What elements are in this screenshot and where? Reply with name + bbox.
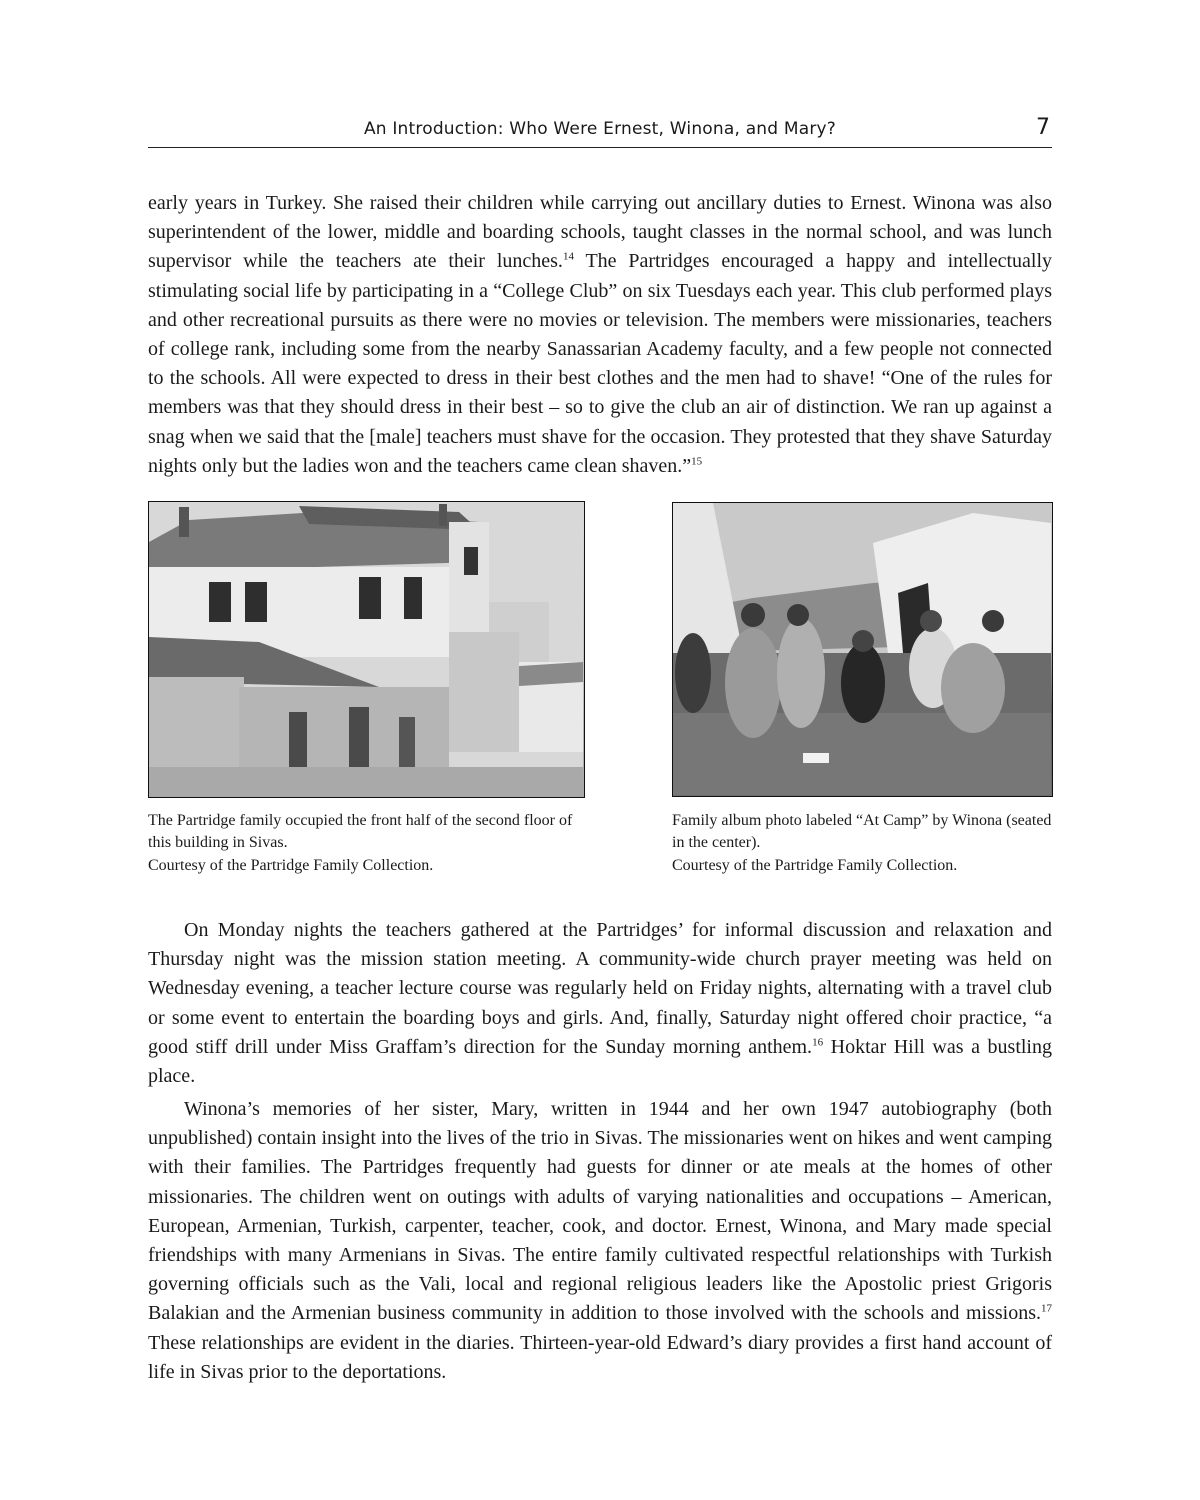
caption-text: The Partridge family occupied the front half of the second floor of this building in Sivas. bbox=[148, 812, 573, 852]
running-header bbox=[148, 113, 1052, 148]
paragraph-text: Winona’s memories of her sister, Mary, written in 1944 and her own 1947 autobiography (both unpublished) contain insight into the lives of the trio in Sivas. The missionaries went on hikes and went camping with their families. The Partridges frequently had guests for dinner or ate meals at the homes of other missionaries. The children went on outings with adults of varying nationalities and occupations – American, European, Armenian, Turkish, carpenter, teacher, cook, and doctor. Ernest, Winona, and Mary made special friendships with many Armenians in Sivas. The entire family cultivated respectful relationships with Turkish governing officials such as the Vali, local and regional religious leaders like the Apostolic priest Grigoris Balakian and the Armenian business community in addition to those involved with the schools and missions. bbox=[148, 1098, 1052, 1325]
paragraph-text: early years in Turkey. She raised their children while carrying out ancillary duties to Ernest. Winona was also superintendent of the lower, middle and boarding schools, taught classes in the normal school, and was lunch supervisor while the teachers ate their lunches. bbox=[148, 192, 1052, 273]
footnote-ref[interactable]: 15 bbox=[691, 455, 703, 468]
footnote-ref[interactable]: 17 bbox=[1041, 1302, 1052, 1315]
camp-photo bbox=[672, 502, 1053, 797]
figure-caption-1 bbox=[148, 810, 588, 877]
body-paragraph-1 bbox=[148, 189, 1052, 481]
caption-text: Family album photo labeled “At Camp” by Winona (seated in the center). bbox=[672, 812, 1052, 852]
footnote-ref[interactable]: 16 bbox=[812, 1036, 824, 1049]
paragraph-text: Hoktar Hill was a bustling place. bbox=[148, 1035, 1052, 1088]
caption-credit: Courtesy of the Partridge Family Collection. bbox=[148, 856, 434, 874]
paragraph-text: On Monday nights the teachers gathered at the Partridges’ for informal discussion and relaxation and Thursday night was the mission station meeting. A community-wide church prayer meeting was held on Wednesday evening, a teacher lecture course was regularly held on Friday nights, alternating with a travel club or some event to entertain the boarding boys and girls. And, finally, Saturday night offered choir practice, “a good stiff drill under Miss Graffam’s direction for the Sunday morning anthem. bbox=[148, 919, 1052, 1058]
paragraph-text: The Partridges encouraged a happy and intellectually stimulating social life by participating in a “College Club” on six Tuesdays each year. This club performed plays and other recreational pursuits as there were no movies or television. The members were missionaries, teachers of college rank, including some from the nearby Sanassarian Academy faculty, and a few people not connected to the schools. All were expected to dress in their best clothes and the men had to shave! “One of the rules for members was that they should dress in their best – so to give the club an air of distinction. We ran up against a snag when we said that the [male] teachers must shave for the occasion. They protested that they shave Saturday nights only but the ladies won and the teachers came clean shaven.” bbox=[148, 250, 1053, 477]
footnote-ref[interactable]: 14 bbox=[562, 250, 574, 263]
paragraph-text: These relationships are evident in the diaries. Thirteen-year-old Edward’s diary provides a first hand account of life in Sivas prior to the deportations. bbox=[148, 1331, 1052, 1383]
header-title: An Introduction: Who Were Ernest, Winona, and Mary? bbox=[363, 119, 837, 139]
body-paragraph-3 bbox=[148, 1095, 1052, 1387]
figure-caption-2 bbox=[672, 810, 1062, 877]
building-photo bbox=[148, 501, 585, 798]
page-number: 7 bbox=[1036, 115, 1050, 140]
caption-credit: Courtesy of the Partridge Family Collection. bbox=[672, 856, 958, 874]
body-paragraph-2 bbox=[148, 916, 1052, 1091]
